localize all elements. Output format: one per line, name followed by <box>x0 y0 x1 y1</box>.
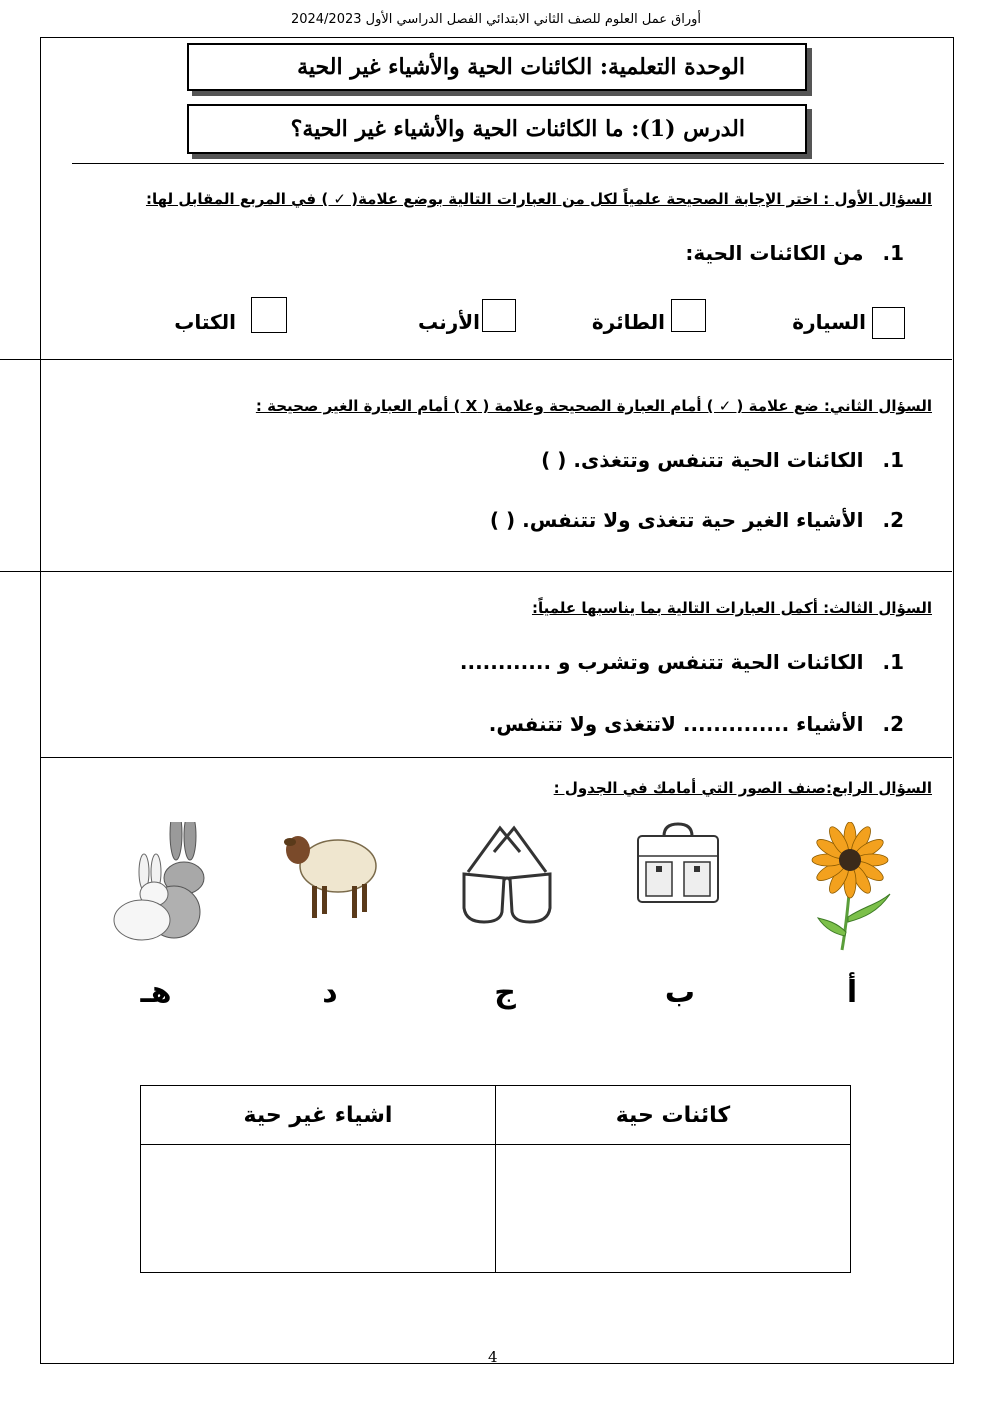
checkbox-book[interactable] <box>251 297 287 333</box>
briefcase-image <box>634 822 722 906</box>
q1-item-1-text: من الكائنات الحية: <box>685 241 864 265</box>
checkbox-rabbit[interactable] <box>482 299 516 332</box>
lesson-title: الدرس (1): ما الكائنات الحية والأشياء غير الحية؟ <box>187 104 807 154</box>
q2-item-1 <box>541 448 904 472</box>
divider-2 <box>0 571 952 572</box>
q4-heading: السؤال الرابع:صنف الصور التي أمامك في الجدول : <box>553 779 932 797</box>
q1-item-1-num: 1. <box>882 241 904 265</box>
table-header-nonliving: اشياء غير حية <box>141 1086 496 1145</box>
letter-e: هـ <box>140 975 172 1010</box>
sheep-image <box>282 822 380 922</box>
letter-d: د <box>322 975 338 1010</box>
rabbits-image <box>110 822 210 942</box>
q2-heading: السؤال الثاني: ضع علامة ( ✓ ) أمام العبارة الصحيحة وعلامة ( X ) أمام العبارة الغير صحيحة : <box>255 397 932 415</box>
q3-item-1-text: الكائنات الحية تتنفس وتشرب و ............ <box>459 650 864 674</box>
checkbox-car[interactable] <box>872 307 905 339</box>
q3-item-1-num: 1. <box>882 650 904 674</box>
letter-c: ج <box>494 975 516 1010</box>
divider-1 <box>0 359 952 360</box>
flower-image <box>808 822 892 952</box>
letter-a: أ <box>846 975 858 1010</box>
option-airplane: الطائرة <box>591 310 665 334</box>
unit-title: الوحدة التعلمية: الكائنات الحية والأشياء غير الحية <box>187 43 807 91</box>
table-cell-nonliving[interactable] <box>141 1145 496 1273</box>
q3-item-1 <box>460 650 904 674</box>
q3-item-2-num: 2. <box>882 712 904 736</box>
divider-3 <box>40 757 952 758</box>
table-header-living: كائنات حية <box>495 1086 850 1145</box>
table-cell-living[interactable] <box>495 1145 850 1273</box>
checkbox-airplane[interactable] <box>671 299 706 332</box>
q2-item-1-num: 1. <box>882 448 904 472</box>
q2-item-2-num: 2. <box>882 508 904 532</box>
q1-item-1 <box>685 241 904 265</box>
q1-heading: السؤال الأول : اختر الإجابة الصحيحة علمياً لكل من العبارات التالية بوضع علامة( ✓ ) في المربع المقابل لها: <box>145 190 932 208</box>
q3-item-2-text: الأشياء .............. لاتتغذى ولا تتنفس. <box>488 712 864 736</box>
divider-top <box>72 163 944 164</box>
glasses-image <box>460 822 554 926</box>
q2-item-2 <box>490 508 904 532</box>
classification-table <box>140 1085 851 1273</box>
letter-b: ب <box>664 975 696 1010</box>
q2-item-1-text: الكائنات الحية تتنفس وتتغذى. ( ) <box>541 448 864 472</box>
option-car: السيارة <box>792 310 866 334</box>
q3-item-2 <box>489 712 904 736</box>
q3-heading: السؤال الثالث: أكمل العبارات التالية بما يناسبها علمياً: <box>531 599 932 617</box>
page-number: 4 <box>488 1348 498 1366</box>
page-header: أوراق عمل العلوم للصف الثاني الابتدائي الفصل الدراسي الأول 2024/2023 <box>290 12 702 27</box>
option-book: الكتاب <box>174 310 236 334</box>
q2-item-2-text: الأشياء الغير حية تتغذى ولا تتنفس. ( ) <box>489 508 864 532</box>
option-rabbit: الأرنب <box>418 310 480 334</box>
